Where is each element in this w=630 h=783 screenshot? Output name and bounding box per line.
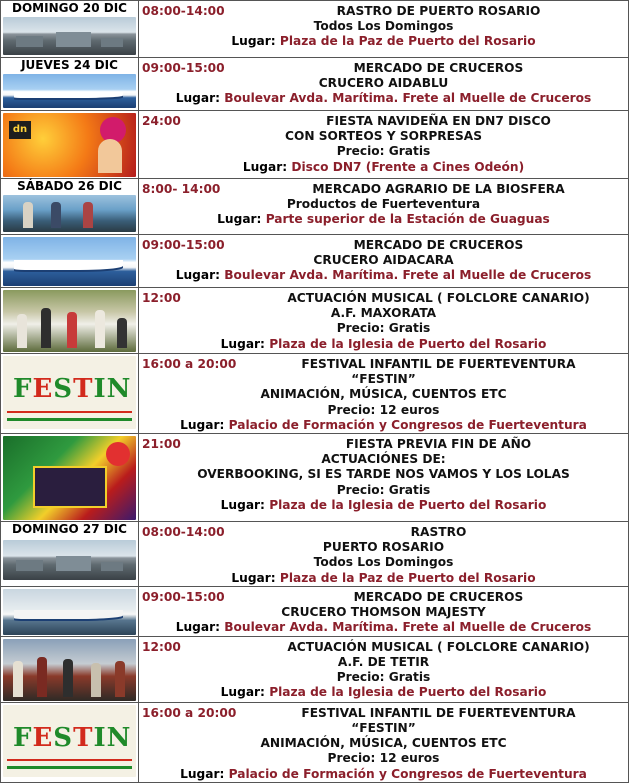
event-line: Precio: 12 euros	[327, 751, 440, 766]
event-detail-cell	[139, 179, 629, 235]
event-row	[1, 434, 629, 522]
event-line: Precio: Gratis	[336, 482, 431, 497]
location-place: Palacio de Formación y Congresos de Fuerteventura	[228, 766, 587, 781]
event-location	[141, 498, 626, 513]
event-row	[1, 354, 629, 434]
event-line: A.F. DE TETIR	[337, 655, 430, 670]
event-line: Todos Los Domingos	[313, 555, 454, 570]
day-label: SÁBADO 26 DIC	[17, 179, 122, 193]
event-time: 8:00- 14:00	[142, 182, 221, 196]
festin-poster: FESTIN	[3, 705, 136, 777]
location-label: Lugar:	[175, 620, 225, 635]
day-label: JUEVES 24 DIC	[21, 58, 118, 72]
event-detail-cell	[139, 354, 629, 434]
event-time: 24:00	[142, 114, 181, 128]
event-date-cell	[1, 586, 139, 636]
event-location	[141, 767, 626, 782]
event-location	[141, 268, 626, 283]
event-title: FIESTA NAVIDEÑA EN DN7 DISCO	[326, 114, 551, 128]
event-row	[1, 179, 629, 235]
location-label: Lugar:	[175, 268, 225, 283]
event-date-cell	[1, 702, 139, 782]
location-place: Palacio de Formación y Congresos de Fuerteventura	[228, 417, 587, 432]
event-detail-cell	[139, 702, 629, 782]
event-location	[141, 620, 626, 635]
event-time: 12:00	[142, 291, 181, 305]
event-date-cell	[1, 179, 139, 235]
location-place: Plaza de la Iglesia de Puerto del Rosario	[269, 685, 547, 700]
location-label: Lugar:	[231, 34, 280, 49]
event-date-cell	[1, 111, 139, 179]
location-label: Lugar:	[220, 497, 270, 512]
event-date-cell	[1, 58, 139, 111]
cruise-ship-photo	[3, 74, 136, 108]
event-detail-cell	[139, 1, 629, 58]
event-title: ACTUACIÓN MUSICAL ( FOLCLORE CANARIO)	[287, 639, 590, 654]
event-location	[141, 91, 626, 106]
event-title: FESTIVAL INFANTIL DE FUERTEVENTURA	[301, 705, 576, 720]
event-line: Productos de Fuerteventura	[286, 197, 481, 212]
event-detail-cell	[139, 636, 629, 702]
location-place: Plaza de la Paz de Puerto del Rosario	[279, 34, 536, 49]
location-label: Lugar:	[180, 417, 229, 432]
event-location	[141, 685, 626, 700]
event-line: ANIMACIÓN, MÚSICA, CUENTOS ETC	[260, 736, 507, 751]
event-line: ACTUACIÓNES DE:	[321, 452, 446, 467]
event-row	[1, 1, 629, 58]
event-detail-cell	[139, 111, 629, 179]
event-location	[141, 212, 626, 227]
market-photo	[3, 195, 136, 232]
event-line: Precio: 12 euros	[327, 402, 440, 417]
event-date-cell	[1, 522, 139, 587]
location-place: Plaza de la Iglesia de Puerto del Rosario	[269, 497, 547, 512]
event-date-cell	[1, 1, 139, 58]
event-line: Precio: Gratis	[336, 144, 431, 159]
event-line: CRUCERO AIDABLU	[318, 76, 449, 91]
day-label: DOMINGO 27 DIC	[12, 522, 127, 537]
event-time: 09:00-15:00	[142, 589, 225, 604]
concert-poster	[3, 436, 136, 520]
cruise-ship-photo	[3, 237, 136, 286]
event-line: Todos Los Domingos	[313, 19, 454, 34]
event-row	[1, 235, 629, 288]
event-date-cell	[1, 434, 139, 522]
folk-dance-photo	[3, 290, 136, 352]
location-place: Plaza de la Paz de Puerto del Rosario	[279, 570, 536, 585]
event-line: CRUCERO AIDACARA	[313, 253, 454, 268]
event-detail-cell	[139, 586, 629, 636]
event-row	[1, 58, 629, 111]
event-detail-cell	[139, 58, 629, 111]
location-label: Lugar:	[180, 766, 229, 781]
event-row	[1, 586, 629, 636]
event-title: RASTRO	[410, 525, 467, 540]
event-line: OVERBOOKING, SI ES TARDE NOS VAMOS Y LOS LOLAS	[197, 467, 570, 482]
event-location	[141, 571, 626, 586]
folk-band-photo	[3, 639, 136, 701]
location-label: Lugar:	[175, 91, 225, 106]
event-detail-cell	[139, 522, 629, 587]
event-title: MERCADO DE CRUCEROS	[353, 61, 524, 75]
event-line: CON SORTEOS Y SORPRESAS	[285, 129, 482, 144]
event-row	[1, 636, 629, 702]
location-place: Boulevar Avda. Marítima. Frete al Muelle de Cruceros	[224, 268, 592, 283]
event-date-cell	[1, 235, 139, 288]
event-title: MERCADO DE CRUCEROS	[353, 238, 524, 252]
location-label: Lugar:	[220, 685, 270, 700]
event-title: FESTIVAL INFANTIL DE FUERTEVENTURA	[301, 357, 576, 371]
event-time: 12:00	[142, 639, 181, 654]
event-time: 16:00 a 20:00	[142, 357, 237, 371]
event-date-cell	[1, 288, 139, 354]
event-line: A.F. MAXORATA	[330, 306, 437, 321]
event-time: 16:00 a 20:00	[142, 705, 237, 720]
event-title: MERCADO AGRARIO DE LA BIOSFERA	[312, 182, 565, 196]
harbor-photo	[3, 17, 136, 55]
event-line: CRUCERO THOMSON MAJESTY	[281, 605, 486, 620]
location-label: Lugar:	[220, 336, 270, 351]
event-location	[141, 337, 626, 352]
event-title: MERCADO DE CRUCEROS	[353, 589, 524, 604]
location-label: Lugar:	[242, 159, 292, 174]
festin-poster: FESTIN	[3, 356, 136, 429]
event-line: “FESTIN”	[351, 721, 416, 736]
harbor-photo	[3, 540, 136, 580]
event-title: FIESTA PREVIA FIN DE AÑO	[345, 437, 532, 452]
event-date-cell	[1, 354, 139, 434]
event-line: ANIMACIÓN, MÚSICA, CUENTOS ETC	[260, 387, 507, 402]
disco-poster: dn	[3, 113, 136, 177]
event-location	[141, 34, 626, 49]
day-label: DOMINGO 20 DIC	[12, 1, 127, 15]
event-detail-cell	[139, 235, 629, 288]
event-line: Precio: Gratis	[336, 670, 431, 685]
event-detail-cell	[139, 434, 629, 522]
event-row	[1, 111, 629, 179]
event-time: 21:00	[142, 437, 181, 452]
event-detail-cell	[139, 288, 629, 354]
event-date-cell	[1, 636, 139, 702]
event-title: RASTRO DE PUERTO ROSARIO	[336, 4, 541, 18]
event-title: ACTUACIÓN MUSICAL ( FOLCLORE CANARIO)	[287, 291, 590, 305]
event-line: PUERTO ROSARIO	[322, 540, 445, 555]
event-row	[1, 702, 629, 782]
event-time: 08:00-14:00	[142, 525, 225, 540]
location-label: Lugar:	[217, 212, 266, 227]
event-line: “FESTIN”	[351, 372, 416, 387]
event-row	[1, 522, 629, 587]
location-place: Boulevar Avda. Marítima. Frete al Muelle de Cruceros	[224, 91, 592, 106]
cruise-ship-photo	[3, 589, 136, 635]
event-time: 08:00-14:00	[142, 4, 225, 18]
location-place: Parte superior de la Estación de Guaguas	[265, 212, 550, 227]
location-place: Boulevar Avda. Marítima. Frete al Muelle de Cruceros	[224, 620, 592, 635]
event-line: Precio: Gratis	[336, 321, 431, 336]
location-place: Disco DN7 (Frente a Cines Odeón)	[291, 159, 525, 174]
event-location	[141, 160, 626, 175]
event-location	[141, 418, 626, 433]
event-time: 09:00-15:00	[142, 238, 225, 252]
event-time: 09:00-15:00	[142, 61, 225, 75]
location-label: Lugar:	[231, 570, 280, 585]
location-place: Plaza de la Iglesia de Puerto del Rosario	[269, 336, 547, 351]
event-row	[1, 288, 629, 354]
